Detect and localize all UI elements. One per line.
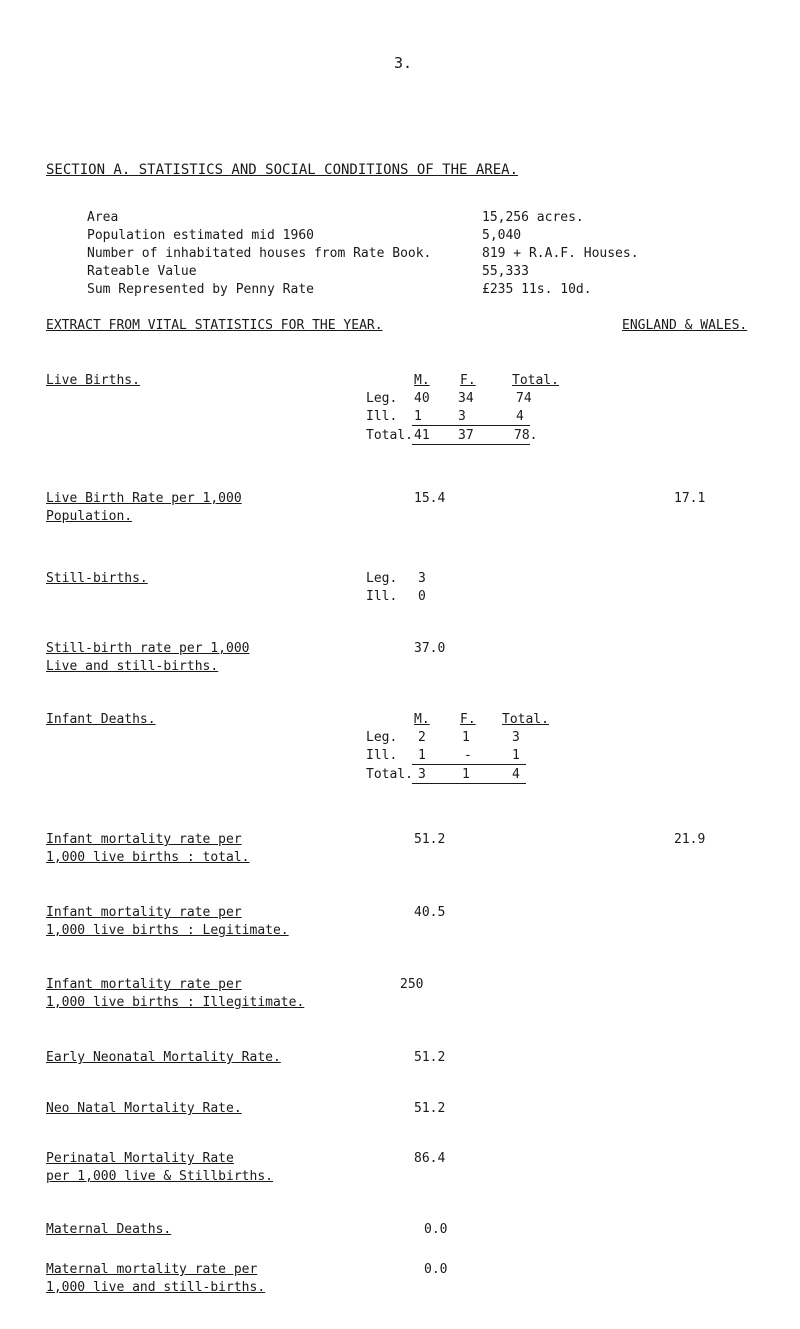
rateable-value: 55,333 — [482, 264, 529, 279]
live-birth-rate-ew: 17.1 — [674, 491, 706, 506]
maternal-rate-label-2: 1,000 live and still-births. — [46, 1280, 266, 1295]
imr-legit-value: 40.5 — [414, 905, 446, 920]
cell-m: 40 — [414, 391, 430, 406]
imr-legit-label-2: 1,000 live births : Legitimate. — [46, 923, 289, 938]
cell-m: 3 — [418, 767, 426, 782]
live-birth-rate-value: 15.4 — [414, 491, 446, 506]
live-birth-rate-label-2: Population. — [46, 509, 133, 524]
row-label: Leg. — [366, 730, 398, 745]
imr-total-value: 51.2 — [414, 832, 446, 847]
header-total: Total. — [512, 373, 559, 388]
header-f: F. — [460, 373, 476, 388]
area-label: Area — [87, 210, 119, 225]
cell-m: 41 — [414, 428, 430, 443]
still-births-leg: 3 — [418, 571, 426, 586]
imr-total-ew: 21.9 — [674, 832, 706, 847]
cell-total: 74 — [516, 391, 532, 406]
header-m: M. — [414, 712, 430, 727]
live-birth-rate-label: Live Birth Rate per 1,000 — [46, 491, 242, 506]
header-total: Total. — [502, 712, 549, 727]
perinatal-value: 86.4 — [414, 1151, 446, 1166]
houses-label: Number of inhabitated houses from Rate Book. — [87, 246, 432, 261]
live-births-label: Live Births. — [46, 373, 140, 388]
imr-total-label-2: 1,000 live births : total. — [46, 850, 250, 865]
population-value: 5,040 — [482, 228, 522, 243]
cell-total: 1 — [512, 748, 520, 763]
perinatal-label: Perinatal Mortality Rate — [46, 1151, 234, 1166]
imr-legit-label: Infant mortality rate per — [46, 905, 242, 920]
penny-rate-value: £235 11s. 10d. — [482, 282, 592, 297]
vital-stats-heading: EXTRACT FROM VITAL STATISTICS FOR THE YEAR. — [46, 318, 383, 333]
still-birth-rate-label-2: Live and still-births. — [46, 659, 219, 674]
page-number: 3. — [394, 54, 413, 72]
early-neonatal-value: 51.2 — [414, 1050, 446, 1065]
still-birth-rate-value: 37.0 — [414, 641, 446, 656]
perinatal-label-2: per 1,000 live & Stillbirths. — [46, 1169, 273, 1184]
cell-total: 3 — [512, 730, 520, 745]
section-title: SECTION A. STATISTICS AND SOCIAL CONDITIONS OF THE AREA. — [46, 162, 519, 178]
cell-total: 78. — [514, 428, 538, 443]
header-m: M. — [414, 373, 430, 388]
table-rule — [412, 444, 530, 445]
imr-illegit-label-2: 1,000 live births : Illegitimate. — [46, 995, 305, 1010]
row-label: Ill. — [366, 589, 398, 604]
cell-m: 1 — [414, 409, 422, 424]
houses-value: 819 + R.A.F. Houses. — [482, 246, 639, 261]
cell-m: 1 — [418, 748, 426, 763]
table-rule — [412, 425, 530, 426]
row-label: Ill. — [366, 409, 398, 424]
row-label: Ill. — [366, 748, 398, 763]
table-rule — [412, 783, 526, 784]
cell-f: - — [464, 748, 472, 763]
maternal-deaths-value: 0.0 — [424, 1222, 448, 1237]
imr-total-label: Infant mortality rate per — [46, 832, 242, 847]
table-rule — [412, 764, 526, 765]
cell-m: 2 — [418, 730, 426, 745]
penny-rate-label: Sum Represented by Penny Rate — [87, 282, 314, 297]
area-value: 15,256 acres. — [482, 210, 584, 225]
cell-f: 37 — [458, 428, 474, 443]
rateable-value-label: Rateable Value — [87, 264, 197, 279]
imr-illegit-value: 250 — [400, 977, 424, 992]
cell-total: 4 — [512, 767, 520, 782]
infant-deaths-label: Infant Deaths. — [46, 712, 156, 727]
row-label: Leg. — [366, 391, 398, 406]
header-f: F. — [460, 712, 476, 727]
imr-illegit-label: Infant mortality rate per — [46, 977, 242, 992]
neo-natal-value: 51.2 — [414, 1101, 446, 1116]
cell-f: 1 — [462, 730, 470, 745]
row-label: Total. — [366, 767, 413, 782]
neo-natal-label: Neo Natal Mortality Rate. — [46, 1101, 242, 1116]
row-label: Total. — [366, 428, 413, 443]
cell-total: 4 — [516, 409, 524, 424]
maternal-rate-value: 0.0 — [424, 1262, 448, 1277]
maternal-deaths-label: Maternal Deaths. — [46, 1222, 172, 1237]
england-wales-heading: ENGLAND & WALES. — [622, 318, 748, 333]
still-births-label: Still-births. — [46, 571, 148, 586]
still-births-ill: 0 — [418, 589, 426, 604]
still-birth-rate-label: Still-birth rate per 1,000 — [46, 641, 250, 656]
cell-f: 34 — [458, 391, 474, 406]
cell-f: 1 — [462, 767, 470, 782]
early-neonatal-label: Early Neonatal Mortality Rate. — [46, 1050, 281, 1065]
maternal-rate-label: Maternal mortality rate per — [46, 1262, 258, 1277]
population-label: Population estimated mid 1960 — [87, 228, 314, 243]
row-label: Leg. — [366, 571, 398, 586]
cell-f: 3 — [458, 409, 466, 424]
